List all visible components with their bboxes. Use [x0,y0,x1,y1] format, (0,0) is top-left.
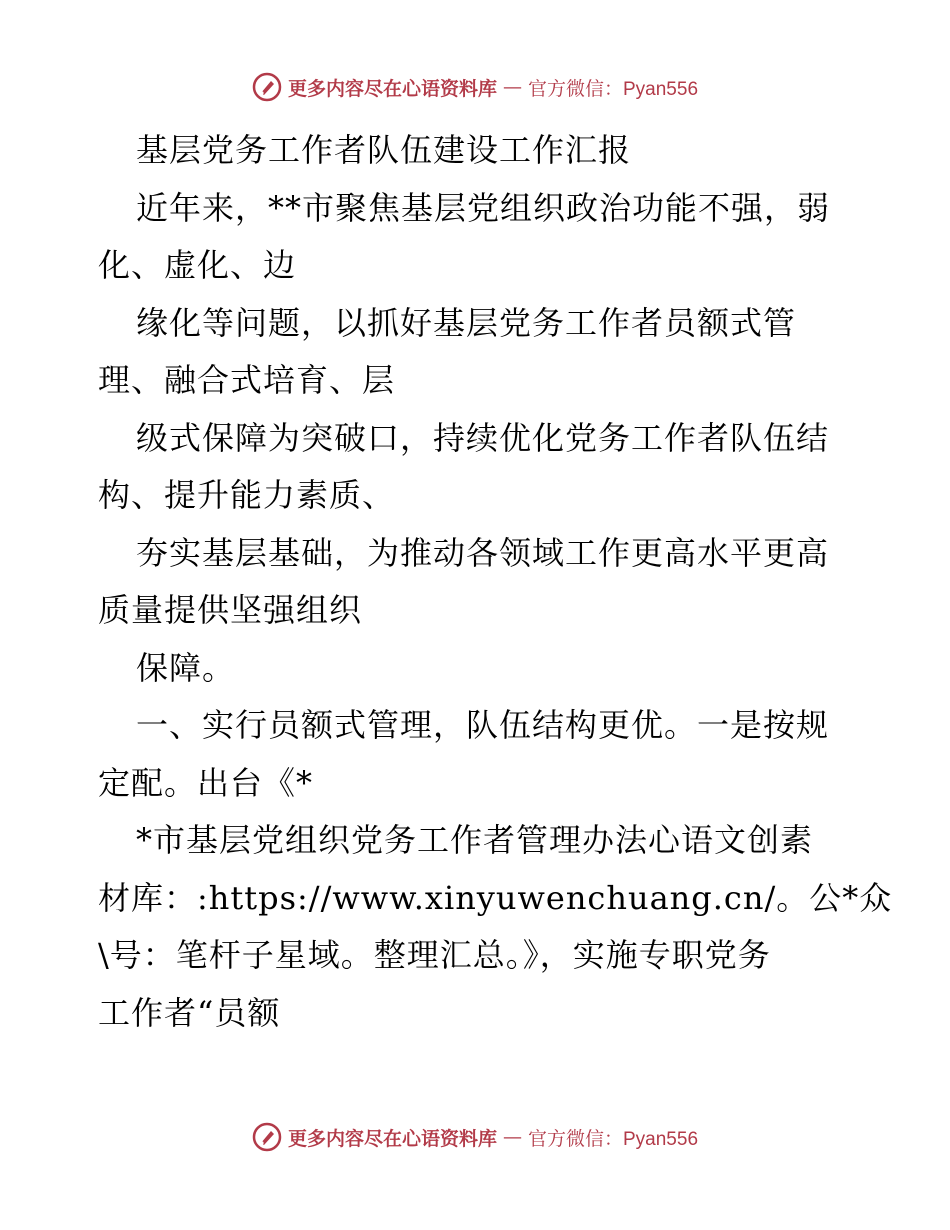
paragraph-line: \号：笔杆子星域。整理汇总。》，实施专职党务 [98,936,771,974]
paragraph-line: 化、虚化、边 [98,246,297,284]
document-title: 基层党务工作者队伍建设工作汇报 [136,131,632,169]
paragraph-line: 近年来，**市聚焦基层党组织政治功能不强，弱 [136,188,831,227]
paragraph-line: 级式保障为突破口，持续优化党务工作者队伍结 [136,418,830,457]
document-body [98,122,893,1042]
banner-title: 更多内容尽在心语资料库 [287,1127,497,1150]
header-banner [0,72,950,102]
banner-title: 更多内容尽在心语资料库 [287,77,497,100]
paragraph-line: 材库：:https://www.xinyuwenchuang.cn/。公*众 [98,878,893,917]
banner-separator: — [503,1126,522,1148]
paragraph-line: 理、融合式培育、层 [98,361,396,399]
pen-nib-icon [252,72,282,102]
paragraph-line: 缘化等问题，以抓好基层党务工作者员额式管 [136,303,797,342]
section-heading-line: 一、实行员额式管理，队伍结构更优。一是按规 [136,706,830,744]
banner-wechat: 官方微信：Pyan556 [528,1128,699,1150]
paragraph-line: *市基层党组织党务工作者管理办法心语文创素 [136,821,814,859]
paragraph-line: 工作者“员额 [98,993,281,1032]
paragraph-line: 质量提供坚强组织 [98,591,363,629]
paragraph-line: 构、提升能力素质、 [98,476,396,514]
pen-nib-icon [252,1122,282,1152]
banner-wechat: 官方微信：Pyan556 [528,78,699,100]
footer-banner [0,1122,950,1152]
banner-separator: — [503,76,522,98]
paragraph-line: 保障。 [136,648,236,687]
paragraph-line: 定配。出台《* [98,763,314,802]
paragraph-line: 夯实基层基础，为推动各领域工作更高水平更高 [136,533,830,572]
